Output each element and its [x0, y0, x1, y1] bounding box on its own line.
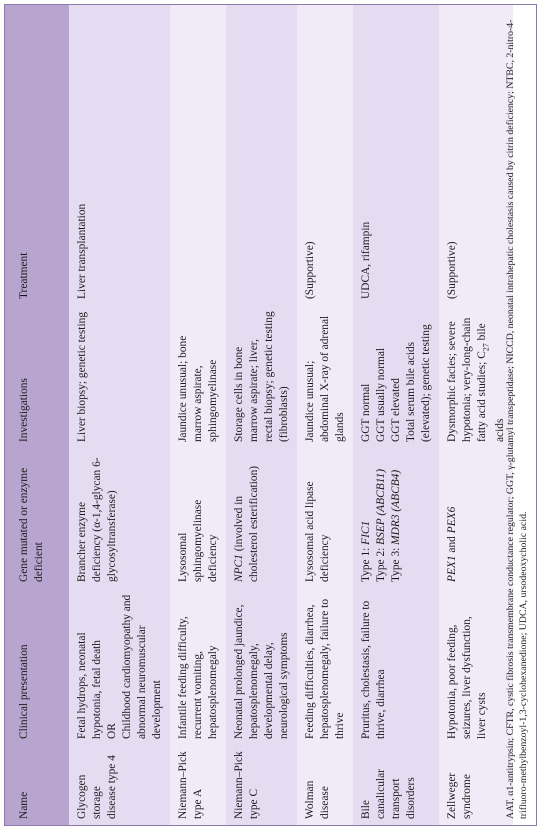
gene-symbol: NPC1 — [233, 554, 245, 582]
cell-clinical: Infantile feeding difficulty, recurrent vomiting, hepatosplenomegaly — [170, 588, 226, 745]
subscript: 27 — [481, 343, 491, 352]
cell-clinical: Hypotonia, poor feeding, seizures, liver dysfunction, liver cysts — [439, 588, 513, 745]
cell-gene — [353, 448, 439, 588]
gene-type-line — [389, 454, 404, 582]
table-row — [353, 5, 439, 825]
cell-investigations: Jaundice unusual; abdominal X-ray of adrenal glands — [297, 305, 353, 448]
header-clinical: Clinical presentation — [5, 588, 69, 745]
cell-investigations: Storage cells in bone marrow aspirate; liver, rectal biopsy; genetic testing (fibroblasts) — [226, 305, 297, 448]
cell-investigations — [439, 305, 513, 448]
gene-type-label: Type 2: — [375, 544, 387, 582]
cell-treatment: UDCA, rifampin — [353, 5, 439, 305]
cell-name: Niemann–Pick type C — [226, 745, 297, 825]
cell-treatment — [170, 5, 226, 305]
gene-symbol: PEX1 — [446, 555, 458, 582]
table-footnote: AAT, α1-antitrypsin; CFTR, cystic fibrosis transmembrane conductance regulator; GGT, γ-glutamyl transpeptidase; NICCD, neonatal intrahepatic cholestasis caused by citrin deficiency; NTBC, 2-nitro-4-trifluoro-methylbenzoyl-1,3-cyclohexanedione; UDCA, ursodeoxycholic acid. — [505, 19, 529, 819]
cell-gene — [226, 448, 297, 588]
gene-type-label: Type 1: — [360, 544, 372, 582]
header-treatment: Treatment — [5, 5, 69, 305]
header-investigations: Investigations — [5, 305, 69, 448]
clinical-line: OR — [106, 723, 118, 739]
clinical-line: Childhood cardiomyopathy and abnormal neuromuscular development — [121, 594, 163, 739]
cell-name: Glycogen storage disease type 4 — [69, 745, 170, 825]
gene-description: (involved in cholesterol esterification) — [233, 465, 260, 582]
table-row — [439, 5, 513, 825]
gene-symbol: MDR3 (ABCB4) — [390, 469, 402, 545]
table-row — [226, 5, 297, 825]
cell-name: Wolman disease — [297, 745, 353, 825]
cell-treatment: Liver transplantation — [69, 5, 170, 305]
clinical-line: Fetal hydrops, neonatal hypotonia, fetal death — [76, 632, 103, 739]
gene-type-label: Type 3: — [390, 544, 402, 582]
cell-gene: Lysosomal acid lipase deficiency — [297, 448, 353, 588]
disease-table — [5, 5, 513, 825]
table-frame — [4, 4, 537, 826]
cell-treatment — [226, 5, 297, 305]
cell-clinical: Neonatal prolonged jaundice, hepatosplenomegaly, developmental delay, neurological symptoms — [226, 588, 297, 745]
cell-clinical — [69, 588, 170, 745]
header-row — [5, 5, 69, 825]
gene-type-line — [359, 454, 374, 582]
cell-clinical: Pruritus, cholestasis, failure to thrive, diarrhea — [353, 588, 439, 745]
cell-investigations: Jaundice unusual; bone marrow aspirate, sphingomyelinase — [170, 305, 226, 448]
cell-treatment: (Supportive) — [439, 5, 513, 305]
cell-clinical: Feeding difficulties, diarrhea, hepatosplenomegaly, failure to thrive — [297, 588, 353, 745]
cell-gene — [439, 448, 513, 588]
cell-investigations — [353, 305, 439, 448]
gene-symbol: FIC1 — [360, 520, 372, 545]
cell-name: Niemann–Pick type A — [170, 745, 226, 825]
header-name: Name — [5, 745, 69, 825]
table-row — [69, 5, 170, 825]
cell-gene: Brancher enzyme deficiency (α-1,4-glycan 6-glycosyltransferase) — [69, 448, 170, 588]
gene-conjunction: and — [446, 533, 458, 556]
investigation-line: GGT usually normal — [375, 347, 387, 442]
investigation-text: Dysmorphic facies; severe hypotonia; very-long-chain fatty acid studies; C — [446, 317, 488, 442]
table-row — [297, 5, 353, 825]
table-row — [170, 5, 226, 825]
investigation-text: bile acids — [476, 323, 507, 442]
investigation-line: GGT elevated — [390, 378, 402, 442]
investigation-line: Total serum bile acids (elevated); genetic testing — [405, 324, 432, 442]
gene-type-line — [374, 454, 389, 582]
gene-symbol: BSEP (ABCB11) — [375, 469, 387, 545]
header-gene: Gene mutated or enzyme deficient — [5, 448, 69, 588]
investigation-line: GGT normal — [360, 383, 372, 442]
cell-gene: Lysosomal sphingomyelinase deficiency — [170, 448, 226, 588]
cell-investigations: Liver biopsy; genetic testing — [69, 305, 170, 448]
cell-name: Bile canalicular transport disorders — [353, 745, 439, 825]
gene-symbol: PEX6 — [446, 506, 458, 534]
cell-name: Zellweger syndrome — [439, 745, 513, 825]
cell-treatment: (Supportive) — [297, 5, 353, 305]
